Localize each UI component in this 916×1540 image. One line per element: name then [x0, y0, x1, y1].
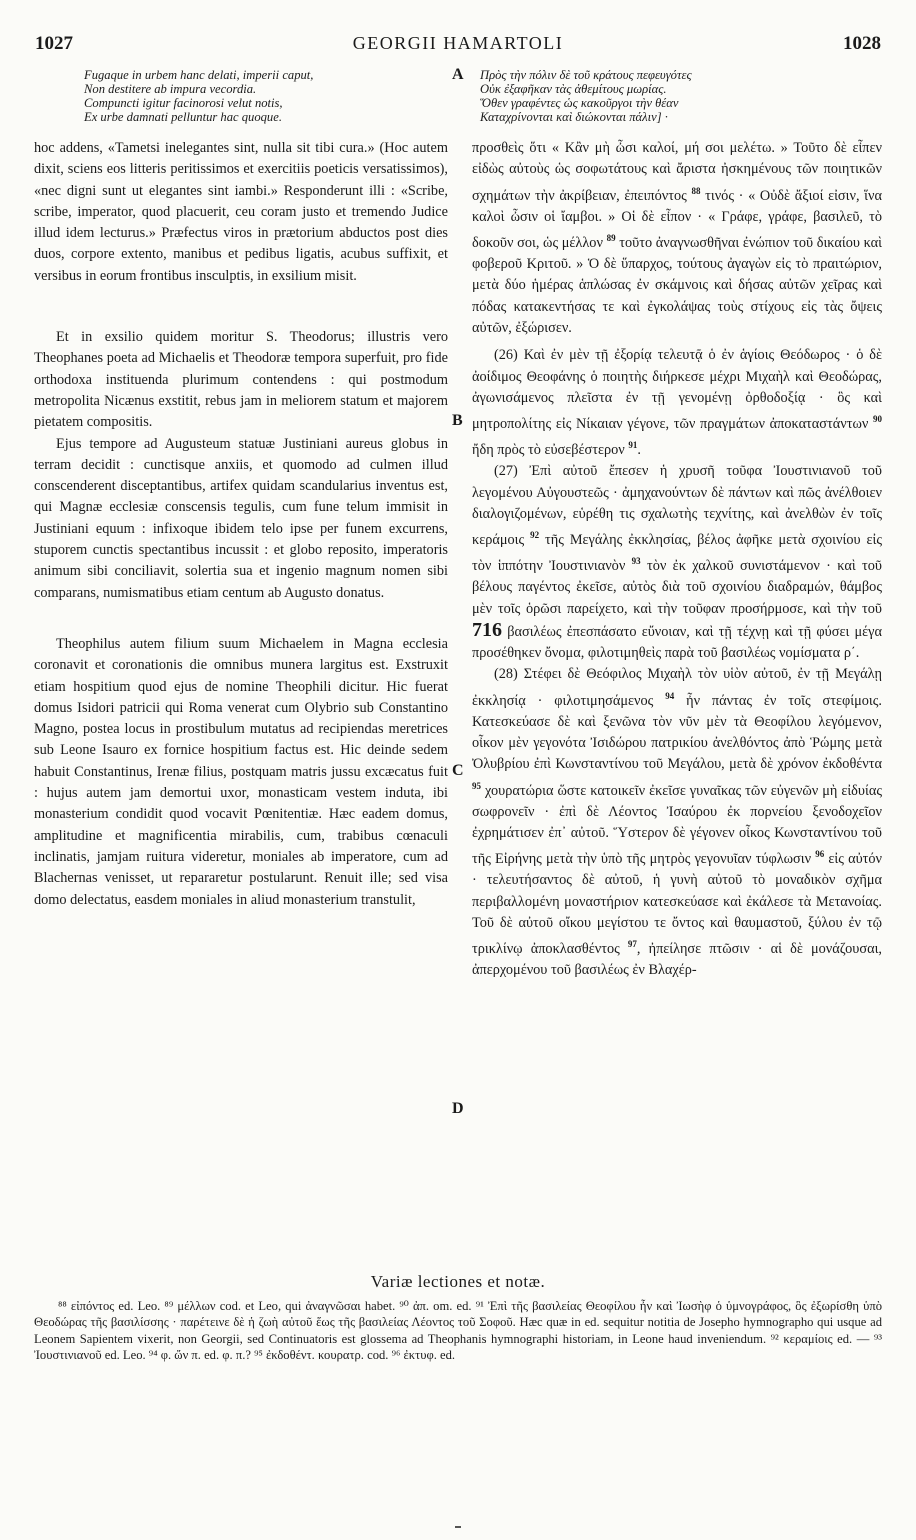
greek-paragraph	[472, 138, 882, 339]
note-ref: 93	[631, 556, 641, 567]
note-ref: 88	[691, 185, 701, 196]
latin-paragraph: Theophilus autem filium suum Michaelem in Magna ecclesia coronavit et coronationis die omnibus munera largitus est. Exstruxit etiam hospitium quod ejus de nomine Theophili dicitur. Hic fuerat domus Isidori patricii qui Roma venerat cum Olybrio sub Constantino Magno, postea locus in prostibulum mutatus ad recipiendas meretrices sub Leone Isauro ex fornice hospitium factus est. Hic deinde sedem habuit Constantinus, Irenæ filius, postquam matris jussu excæcatus fuit : hujus autem jam demortui uxor, monasticam vestem induta, ibi monasterium condidit quod vocavit Pœnitentiæ. Hæc eadem domus, amplitudine et magnificentia mirabilis, cum, trabibus cœnaculi inclinatis, jamjam ruitura videretur, moniales ab imperatore, cum ad Blachernas venisset, ut repararetur postularunt. Renuit ille; sed visa domo delectatus, easdem moniales in aliud monasterium transtulit,	[34, 635, 448, 908]
text-run: τινός · « Οὐδὲ ἄξιοί εἰσιν, ἵνα καλοὶ ὦσιν οἱ ἴαμβοι. » Οἱ δὲ εἶπον · « Γράφε, γράφε, βασιλεῦ, τὸ δοκοῦν σοι, ὡς μέλλον	[472, 187, 882, 251]
note-ref: 96	[815, 849, 825, 860]
note-ref: 89	[606, 232, 616, 243]
verse-line: Καταχρίνονται καὶ διώκονται πάλιν] ·	[480, 110, 668, 124]
verse-line: Πρὸς τὴν πόλιν δὲ τοῦ κράτους πεφευγότες	[480, 68, 692, 82]
running-title: GEORGII HAMARTOLI	[352, 33, 564, 53]
text-run: τῆς Μεγάλης ἐκκλησίας, βέλος ἀφῆκε μετὰ σχοινίου εἰς τὸν ἱππότην Ἰουστινιανὸν	[472, 531, 883, 574]
running-header	[35, 33, 881, 59]
note-ref: 91	[628, 440, 638, 451]
note-ref: 94	[665, 690, 675, 701]
verse-line: Non destitere ab impura vecordia.	[84, 82, 257, 96]
note-ref: 90	[873, 414, 882, 425]
spacer	[34, 604, 448, 634]
note-ref: 97	[627, 939, 637, 950]
spacer	[34, 287, 448, 327]
text-run: τοῦτο ἀναγνωσθῆναι ἐνώπιον τοῦ δικαίου καὶ φοβεροῦ Κριτοῦ. » Ὁ δὲ ὕπαρχος, τούτους ἀγαγὼν εἰς τὸ πραιτώριον, μετὰ δύο ἡμέρας ἁπλώσας ἐν σκάμνοις καὶ δήσας αὐτῶν χεῖρας καὶ πόδας κατακεντήσας τε καὶ ἐγκολάψας τοὺς στίχους εἰς τὰς ὄψεις αὐτῶν, ἐξώρισεν.	[472, 234, 882, 336]
latin-column	[34, 68, 448, 911]
latin-paragraph: Et in exsilio quidem moritur S. Theodorus; illustris vero Theophanes poeta ad Michaelis et Theodoræ tempora superfuit, pro fide orthodoxa instituenda plurimum contendens : qui postmodum metropolita Nicænus exstitit, rebus jam in meliorem statum et majorem pietatem compositis.	[34, 329, 448, 431]
text-run: βασιλέως ἐπεσπάσατο εὔνοιαν, καὶ τῇ τέχνῃ καὶ τῇ φύσει μέγα προσέθηκεν ὄνομα, φιλοτιμηθεὶς παρὰ τοῦ βασιλέως νομίσματα ρ΄.	[472, 623, 882, 662]
text-run: ἤδη πρὸς τὸ εὐσεβέστερον	[472, 441, 625, 458]
greek-paragraph	[472, 664, 882, 981]
text-run: .	[637, 441, 641, 458]
margin-marker-c: C	[452, 762, 464, 779]
text-run: ἦν πάντας ἐν τοῖς στεφίμοις. Κατεσκεύασε δὲ καὶ ξενῶνα τὸν νῦν μὲν τὰ Θεοφίλου λεγόμενον, οἶκον μὲν γεγονότα Ἰσιδώρου πατρικίου ἀνελθόντος ἀπὸ Ῥώμης μετὰ Ὀλυβρίου ἐπὶ Κωνσταντίνου τοῦ Μεγάλου, μετὰ δὲ χρόνον ἐκδοθέντα	[472, 692, 882, 773]
text-run: (26) Καὶ ἐν μὲν τῇ ἐξορίᾳ τελευτᾷ ὁ ἐν ἁγίοις Θεόδωρος · ὁ δὲ ἀοίδιμος Θεοφάνης ὁ ποιητὴς διήρκεσε μέχρι Μιχαὴλ καὶ Θεοδώρας, ἀγωνισάμενος πλεῖστα ἐν τῇ γενομένῃ ὀρθοδοξίᾳ · ὃς καὶ μητροπολίτης εἰς Νίκαιαν γέγονε, τῶν πραγμάτων ἀποκαταστάντων	[472, 347, 882, 432]
bottom-mark	[455, 1526, 461, 1528]
left-column-number: 1027	[35, 33, 73, 54]
text-run: εἰς αὐτόν · τελευτήσαντος δὲ αὐτοῦ, ἡ γυνὴ αὐτοῦ τὸ μοναδικὸν σχῆμα περιβαλλομένη μοναστήριον κατεσκεύασε καὶ ἐκάλεσε τὰ Μετανοίας. Τοῦ δὲ αὐτοῦ οἴκου μεγίστου τε ὄντος καὶ θαυμαστοῦ, ξύλου ἐν τῷ τρικλίνῳ ἀποκλασθέντος	[472, 851, 883, 958]
margin-marker-a: A	[452, 66, 464, 83]
text-run: τὸν ἐκ χαλκοῦ συνιστάμενον · καὶ τοῦ βέλους παγέντος ἐκεῖσε, αὐτὸς διὰ τοῦ σχοινίου διαδραμών, θάμβος μὲν τοῖς ὁρῶσι παρείχετο, καὶ τὴν τοῦφαν προσήρμοσε, καὶ τὴν τοῦ	[472, 557, 882, 617]
text-run: (28) Στέφει δὲ Θεόφιλος Μιχαὴλ τὸν υἱὸν αὐτοῦ, ἐν τῇ Μεγάλῃ ἐκκλησίᾳ · φιλοτιμησάμενος	[472, 666, 882, 709]
note-ref: 92	[530, 530, 540, 541]
text-run: χουρατώρια ὥστε κατοικεῖν ἐκεῖσε γυναῖκας τῶν εὐγενῶν μὴ εἰδυίας σωφρονεῖν · ἐπὶ δὲ Λέοντος Ἰσαύρου ἐκ πορνείου ξενοδοχεῖον ἐχρημάτισεν ἐπ᾽ αὐτοῦ. Ὕστερον δὲ γέγονεν οἶκος Κωνσταντίνου τοῦ τῆς Εἰρήνης μετὰ τὴν ὑπὸ τῆς μητρὸς γεγονυῖαν τύφλωσιν	[472, 782, 882, 868]
text-run: προσθεὶς ὅτι « Κἂν μὴ ὦσι καλοί, μή σοι μελέτω. » Τοῦτο δὲ εἶπεν εἰδὼς αὐτοὺς ὡς σοφωτάτους καὶ ἄριστα ἠσκημένους τῶν ποιητικῶν σχημάτων τὴν ἀκρίβειαν, ἐπειπόντος	[472, 140, 882, 204]
greek-verse	[472, 68, 882, 124]
latin-paragraph: hoc addens, «Tametsi inelegantes sint, nulla sit tibi cura.» (Hoc autem dixit, sciens eos litteris peritissimos et exercitiis poeticis versatissimos), «nec digni sunt ut elegantes sint iambi.» Responderunt illi : «Scribe, scribe, imperator, quod placuerit, ceu coram justo et tremendo Judice illud idem lecturus.» Præfectus viros in prætorium abductos post dies duos, corpore extento, manibus et pedibus ligatis, acubus suffixit, et versibus in eorum frontibus insculptis, in exsilium misit.	[34, 140, 448, 284]
greek-paragraph	[472, 345, 882, 461]
latin-verse	[34, 68, 448, 124]
edition-column-number: 716	[472, 618, 502, 641]
text-run: (27) Ἐπὶ αὐτοῦ ἔπεσεν ἡ χρυσῆ τοῦφα Ἰουστινιανοῦ τοῦ λεγομένου Αὐγουστεῶς · ἀμηχανούντων δὲ πάντων καὶ πῶς ἀνέλθοιεν διαλογιζομένων, εὑρέθη τις σχαλωτὴς τεχνίτης, καὶ ἀνελθὼν ἐν τοῖς κεράμοις	[472, 463, 882, 548]
note-ref: 95	[472, 780, 481, 791]
verse-line: Ex urbe damnati pelluntur hac quoque.	[84, 110, 282, 124]
verse-line: Fugaque in urbem hanc delati, imperii caput,	[84, 68, 314, 82]
greek-column	[472, 68, 882, 982]
verse-line: Ὅθεν γραφέντες ὡς κακοῦργοι τὴν θέαν	[480, 96, 679, 110]
margin-marker-b: B	[452, 412, 463, 429]
notes-text: ⁸⁸ εἰπόντος ed. Leo. ⁸⁹ μέλλων cod. et Leo, qui ἀναγνῶσαι habet. ⁹⁰ ἀπ. om. ed. ⁹¹ Ἐπὶ τῆς βασιλείας Θεοφίλου ἦν καὶ Ἰωσὴφ ὁ ὑμνογράφος, ὃς ἐξωρίσθη ὑπὸ Θεοδώρας τῆς βασιλίσσης · παρέτεινε δὲ ἡ ζωὴ αὐτοῦ ἕως τῆς βασιλείας Λέοντος τοῦ Σοφοῦ. Hæc quæ in ed. sequitur notitia de Josepho hymnographo qui usque ad Leonem Sapientem vixerit, non Georgii, sed Continuatoris est glossema ad Theophanis hymnographi historiam, in Leone haud inveniendum. ⁹² κεραμίοις ed. — ⁹³ Ἰουστινιανοῦ ed. Leo. ⁹⁴ φ. ὤν π. ed. φ. π.? ⁹⁵ ἐκδοθέντ. κουρατρ. cod. ⁹⁶ ἐκτυφ. ed.	[34, 1299, 882, 1363]
verse-line: Compuncti igitur facinorosi velut notis,	[84, 96, 283, 110]
notes-heading: Variæ lectiones et notæ.	[370, 1272, 546, 1291]
latin-paragraph: Ejus tempore ad Augusteum statuæ Justiniani aureus globus in terram decidit : cunctisque anxiis, et quomodo ad culmen illud conscenderent disceptantibus, artifex quidam scandularius inventus est, qui Magnæ ecclesiæ conscensis tegulis, cum fune telum immisit in Justiniani equum : infixoque ibidem telo ipse per funem excurrens, stuporem cunctis spectantibus incussit : et globo reposito, imperatoris animum sibi conciliavit, solertia sua et ingenio magnum nomen sibi comparans, numismatibus etiam centum ab Augusto donatus.	[34, 435, 448, 601]
verse-line: Οὐκ ἐξαφῆκαν τὰς ἀθεμίτους μωρίας.	[480, 82, 667, 96]
greek-paragraph	[472, 461, 882, 664]
margin-marker-d: D	[452, 1100, 464, 1117]
text-run: , ἠπείλησε πτῶσιν · αἱ δὲ μονάζουσαι, ἀπερχομένου τοῦ βασιλέως ἐν Βλαχέρ-	[472, 941, 882, 979]
right-column-number: 1028	[843, 33, 881, 54]
